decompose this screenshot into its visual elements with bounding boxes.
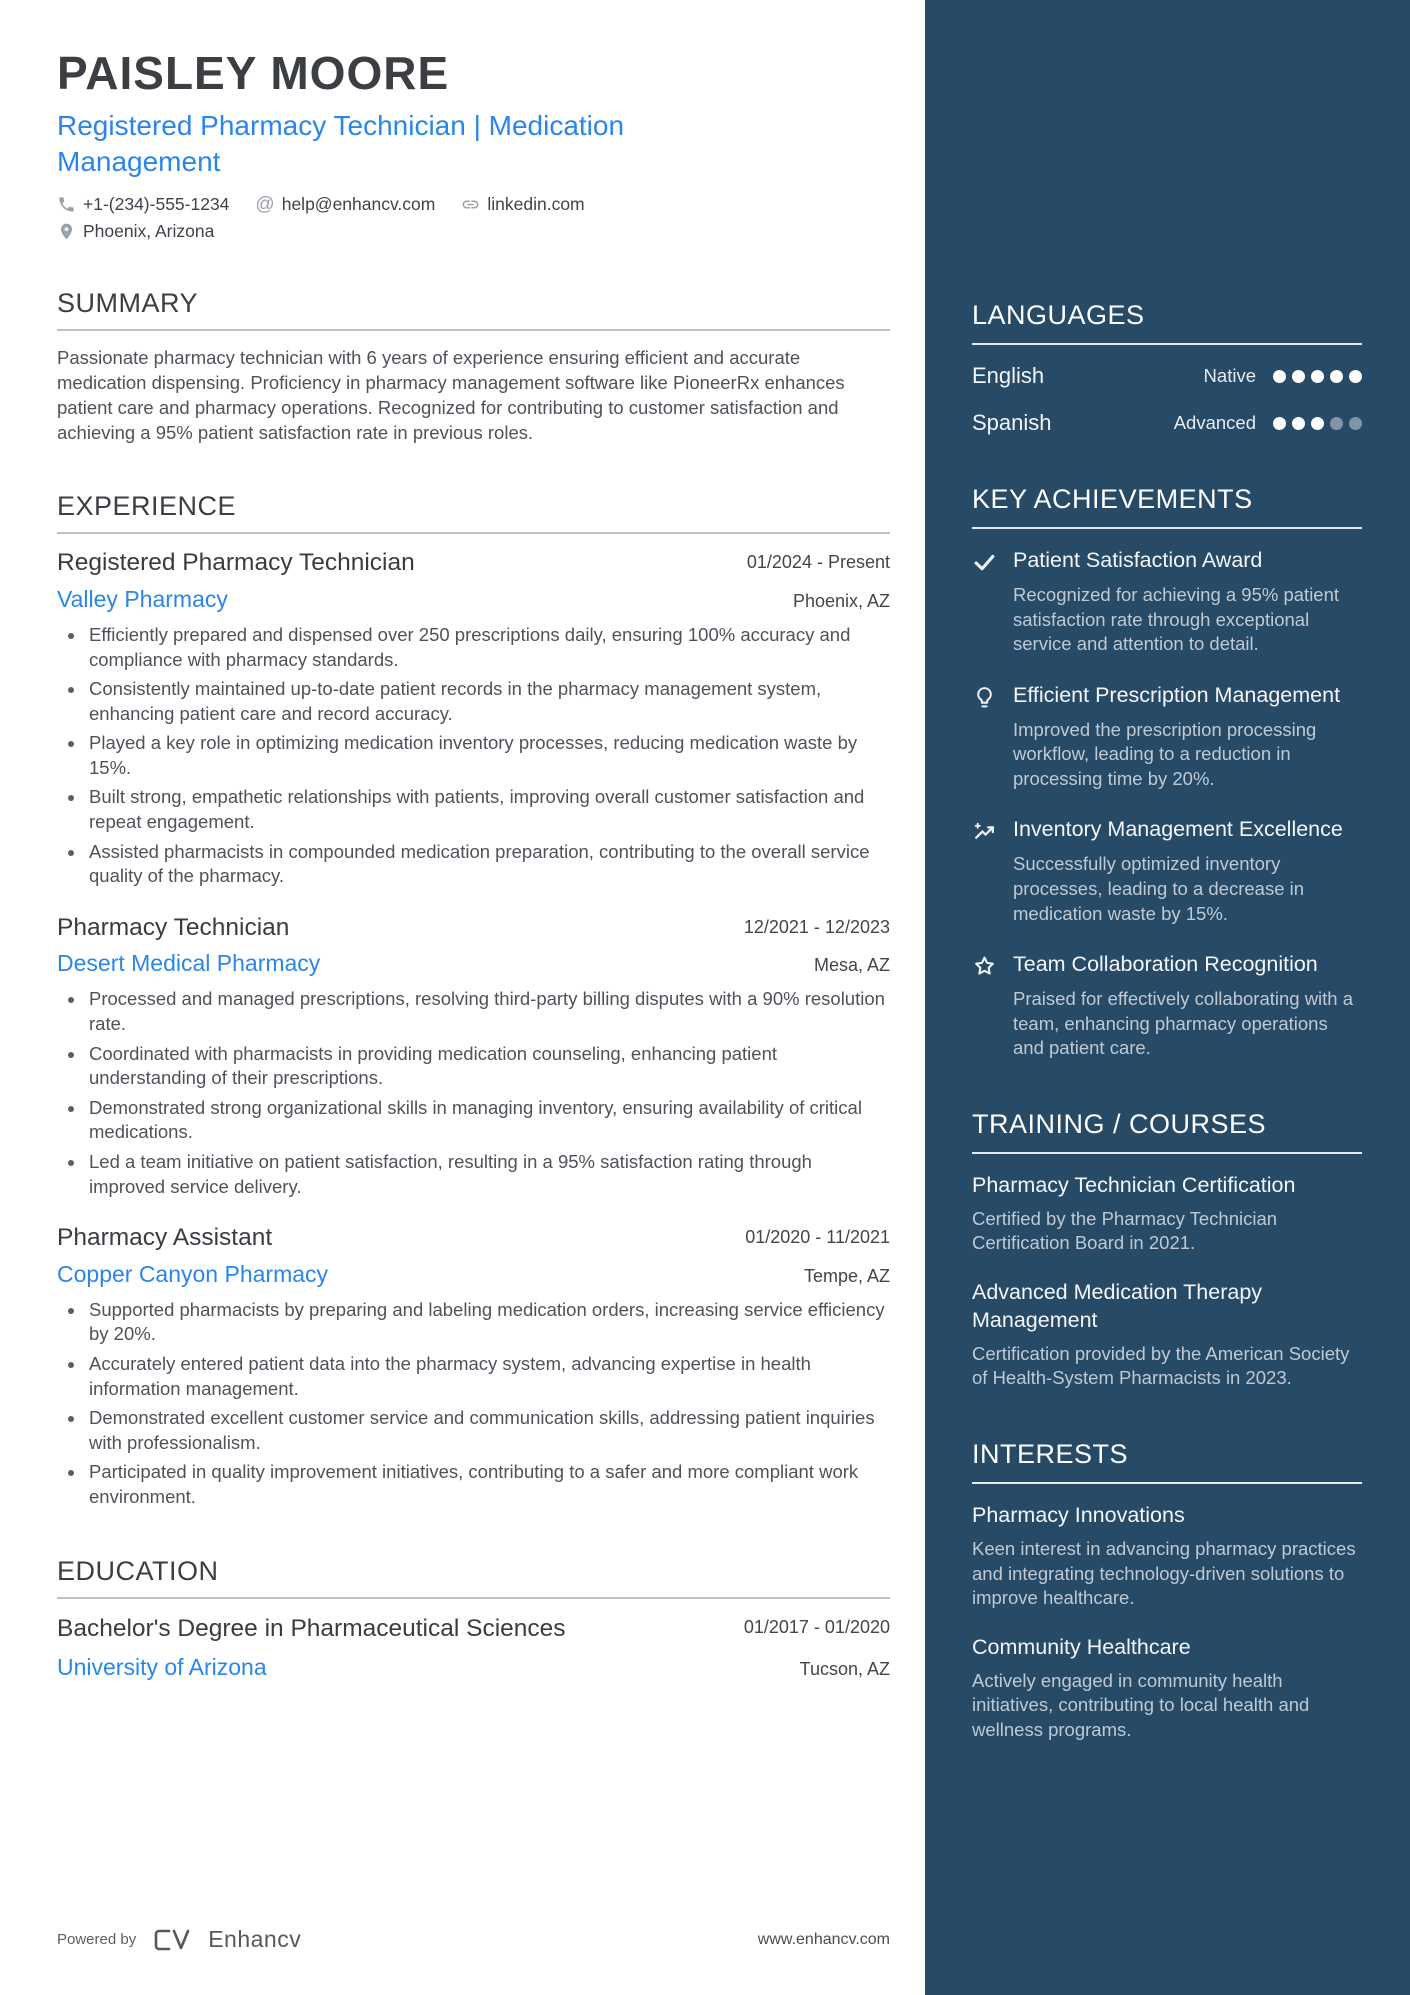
job-dates: 01/2020 - 11/2021 <box>745 1227 890 1248</box>
contact-block <box>57 194 890 242</box>
training-item <box>972 1279 1362 1391</box>
sidebar <box>925 0 1410 1995</box>
achievement-description: Praised for effectively collaborating with a team, enhancing pharmacy operations and patient care. <box>1013 988 1354 1059</box>
dot-filled <box>1311 370 1324 383</box>
achievements-heading: KEY ACHIEVEMENTS <box>972 484 1253 514</box>
company-name: Desert Medical Pharmacy <box>57 950 321 977</box>
dot-filled <box>1311 417 1324 430</box>
language-dots <box>1273 417 1362 430</box>
experience-entry <box>57 1223 890 1509</box>
job-location: Phoenix, AZ <box>792 590 890 611</box>
bullet: • Demonstrated strong organizational skills in managing inventory, ensuring availability of critical medications. <box>86 1096 890 1145</box>
language-level: Native <box>1203 365 1256 386</box>
interest-item <box>972 1634 1362 1743</box>
location-item <box>57 221 214 242</box>
training-description: Certification provided by the American Society of Health-System Pharmacists in 2023. <box>972 1342 1350 1389</box>
contact-row-2 <box>57 221 890 242</box>
powered-by-block <box>57 1926 301 1953</box>
bullet: • Assisted pharmacists in compounded medication preparation, contributing to the overall service quality of the pharmacy. <box>86 840 890 889</box>
job-bullets <box>57 1298 890 1510</box>
language-name: Spanish <box>972 410 1052 435</box>
section-divider <box>57 329 890 331</box>
email-icon: @ <box>255 193 275 215</box>
bullet: • Led a team initiative on patient satisfaction, resulting in a 95% satisfaction rating through improved service delivery. <box>86 1150 890 1199</box>
language-name: English <box>972 363 1045 388</box>
job-location: Mesa, AZ <box>813 955 890 976</box>
training-item <box>972 1172 1362 1256</box>
experience-entry <box>57 548 890 889</box>
bullet: • Participated in quality improvement initiatives, contributing to a safer and more compliant work environment. <box>86 1460 890 1509</box>
school-name: University of Arizona <box>57 1653 267 1680</box>
email-address[interactable]: help@enhancv.com <box>281 193 436 214</box>
achievement-title: Inventory Management Excellence <box>1013 817 1343 842</box>
education-section <box>57 1556 890 1681</box>
bullet: • Consistently maintained up-to-date patient records in the pharmacy management system, enhancing patient care and record accuracy. <box>86 677 890 726</box>
dot-empty <box>1330 417 1343 430</box>
section-divider <box>972 343 1362 345</box>
bullet: • Processed and managed prescriptions, resolving third-party billing disputes with a 90% resolution rate. <box>86 987 890 1036</box>
job-location: Tempe, AZ <box>803 1265 890 1286</box>
job-title: Registered Pharmacy Technician <box>57 549 415 577</box>
footer <box>57 1926 890 1953</box>
bullet: • Efficiently prepared and dispensed over 250 prescriptions daily, ensuring 100% accuracy and compliance with pharmacy standards. <box>86 623 890 672</box>
job-dates: 12/2021 - 12/2023 <box>743 916 890 937</box>
footer-website[interactable]: www.enhancv.com <box>757 1930 890 1948</box>
achievement-title: Team Collaboration Recognition <box>1013 952 1318 977</box>
check-icon <box>972 547 1013 657</box>
training-description: Certified by the Pharmacy Technician Certification Board in 2021. <box>972 1207 1278 1254</box>
dot-filled <box>1330 370 1343 383</box>
bullet: • Demonstrated excellent customer service and communication skills, addressing patient inquiries with professionalism. <box>86 1406 890 1455</box>
location-pin-icon <box>57 222 76 241</box>
training-title: Pharmacy Technician Certification <box>972 1172 1296 1197</box>
company-name: Valley Pharmacy <box>57 585 228 612</box>
interest-item <box>972 1502 1362 1611</box>
degree-title: Bachelor's Degree in Pharmaceutical Sciences <box>57 1614 566 1642</box>
website-link[interactable]: linkedin.com <box>487 193 585 214</box>
achievement-description: Improved the prescription processing workflow, leading to a reduction in processing time by 20%. <box>1013 718 1317 789</box>
language-level: Advanced <box>1173 412 1256 433</box>
job-bullets <box>57 987 890 1199</box>
training-title: Advanced Medication Therapy Management <box>972 1280 1263 1332</box>
bullet: • Played a key role in optimizing medication inventory processes, reducing medication waste by 15%. <box>86 731 890 780</box>
language-row-1 <box>972 410 1362 436</box>
interests-section <box>972 1439 1362 1742</box>
interest-title: Community Healthcare <box>972 1634 1191 1659</box>
dot-empty <box>1349 417 1362 430</box>
section-divider <box>972 527 1362 529</box>
bullet: • Coordinated with pharmacists in providing medication counseling, enhancing patient understanding of their prescriptions. <box>86 1042 890 1091</box>
achievement-item <box>972 682 1362 792</box>
training-section <box>972 1109 1362 1391</box>
interest-title: Pharmacy Innovations <box>972 1503 1185 1528</box>
job-headline: Registered Pharmacy Technician | Medication Management <box>57 110 625 177</box>
enhancv-logo-icon <box>150 1927 194 1953</box>
achievements-section <box>972 484 1362 1061</box>
summary-heading: SUMMARY <box>57 287 199 318</box>
interest-description: Actively engaged in community health initiatives, contributing to local health and wellness programs. <box>972 1669 1310 1740</box>
interest-description: Keen interest in advancing pharmacy practices and integrating technology-driven solutions to improve healthcare. <box>972 1538 1356 1609</box>
job-title: Pharmacy Technician <box>57 913 290 941</box>
location-text: Phoenix, Arizona <box>83 220 215 241</box>
experience-entry <box>57 913 890 1199</box>
email-item <box>255 194 435 215</box>
education-dates: 01/2017 - 01/2020 <box>743 1616 890 1637</box>
dot-filled <box>1292 417 1305 430</box>
languages-heading: LANGUAGES <box>972 300 1145 330</box>
job-dates: 01/2024 - Present <box>746 552 890 573</box>
bullet: • Accurately entered patient data into the pharmacy system, advancing expertise in health information management. <box>86 1352 890 1401</box>
dot-filled <box>1349 370 1362 383</box>
website-item <box>461 194 584 215</box>
achievement-title: Efficient Prescription Management <box>1013 682 1341 707</box>
achievement-title: Patient Satisfaction Award <box>1013 548 1263 572</box>
experience-section <box>57 491 890 1509</box>
dot-filled <box>1273 417 1286 430</box>
section-divider <box>57 532 890 534</box>
summary-text: Passionate pharmacy technician with 6 years of experience ensuring efficient and accurate medication dispensing. Proficiency in pharmacy management software like PioneerRx enhances patient care and pharmacy operations. Recognized for contributing to customer satisfaction and achieving a 95% patient satisfaction rate in previous roles. <box>57 346 845 444</box>
languages-section <box>972 300 1362 436</box>
achievement-description: Recognized for achieving a 95% patient satisfaction rate through exceptional service and attention to detail. <box>1013 583 1340 655</box>
summary-section <box>57 288 890 446</box>
job-bullets <box>57 623 890 889</box>
link-icon <box>461 195 480 214</box>
bullet: • Supported pharmacists by preparing and labeling medication orders, increasing service efficiency by 20%. <box>86 1298 890 1347</box>
powered-by-label: Powered by <box>57 1931 137 1948</box>
interests-heading: INTERESTS <box>972 1439 1129 1470</box>
language-row-0 <box>972 363 1362 389</box>
achievement-description: Successfully optimized inventory processes, leading to a decrease in medication waste by 15%. <box>1013 853 1305 924</box>
dot-filled <box>1273 370 1286 383</box>
training-heading: TRAINING / COURSES <box>972 1108 1267 1139</box>
job-title: Pharmacy Assistant <box>57 1224 273 1252</box>
section-divider <box>972 1152 1362 1154</box>
achievement-item <box>972 816 1362 926</box>
phone-number[interactable]: +1-(234)-555-1234 <box>83 193 230 214</box>
school-location: Tucson, AZ <box>799 1658 890 1679</box>
brand-name: Enhancv <box>208 1926 302 1952</box>
bullet: • Built strong, empathetic relationships with patients, improving overall customer satisfaction and repeat engagement. <box>86 785 890 834</box>
star-icon <box>972 951 1013 1061</box>
phone-icon <box>57 195 76 214</box>
lightbulb-icon <box>972 682 1013 792</box>
experience-heading: EXPERIENCE <box>57 491 237 522</box>
dot-filled <box>1292 370 1305 383</box>
achievement-item <box>972 951 1362 1061</box>
education-heading: EDUCATION <box>57 1555 219 1586</box>
section-divider <box>972 1482 1362 1484</box>
trend-up-icon <box>972 816 1013 926</box>
section-divider <box>57 1597 890 1599</box>
language-dots <box>1273 370 1362 383</box>
education-entry <box>57 1613 890 1681</box>
phone-item <box>57 194 229 215</box>
achievement-item <box>972 547 1362 657</box>
company-name: Copper Canyon Pharmacy <box>57 1260 329 1287</box>
contact-row-1 <box>57 194 890 215</box>
person-name: PAISLEY MOORE <box>57 47 450 99</box>
